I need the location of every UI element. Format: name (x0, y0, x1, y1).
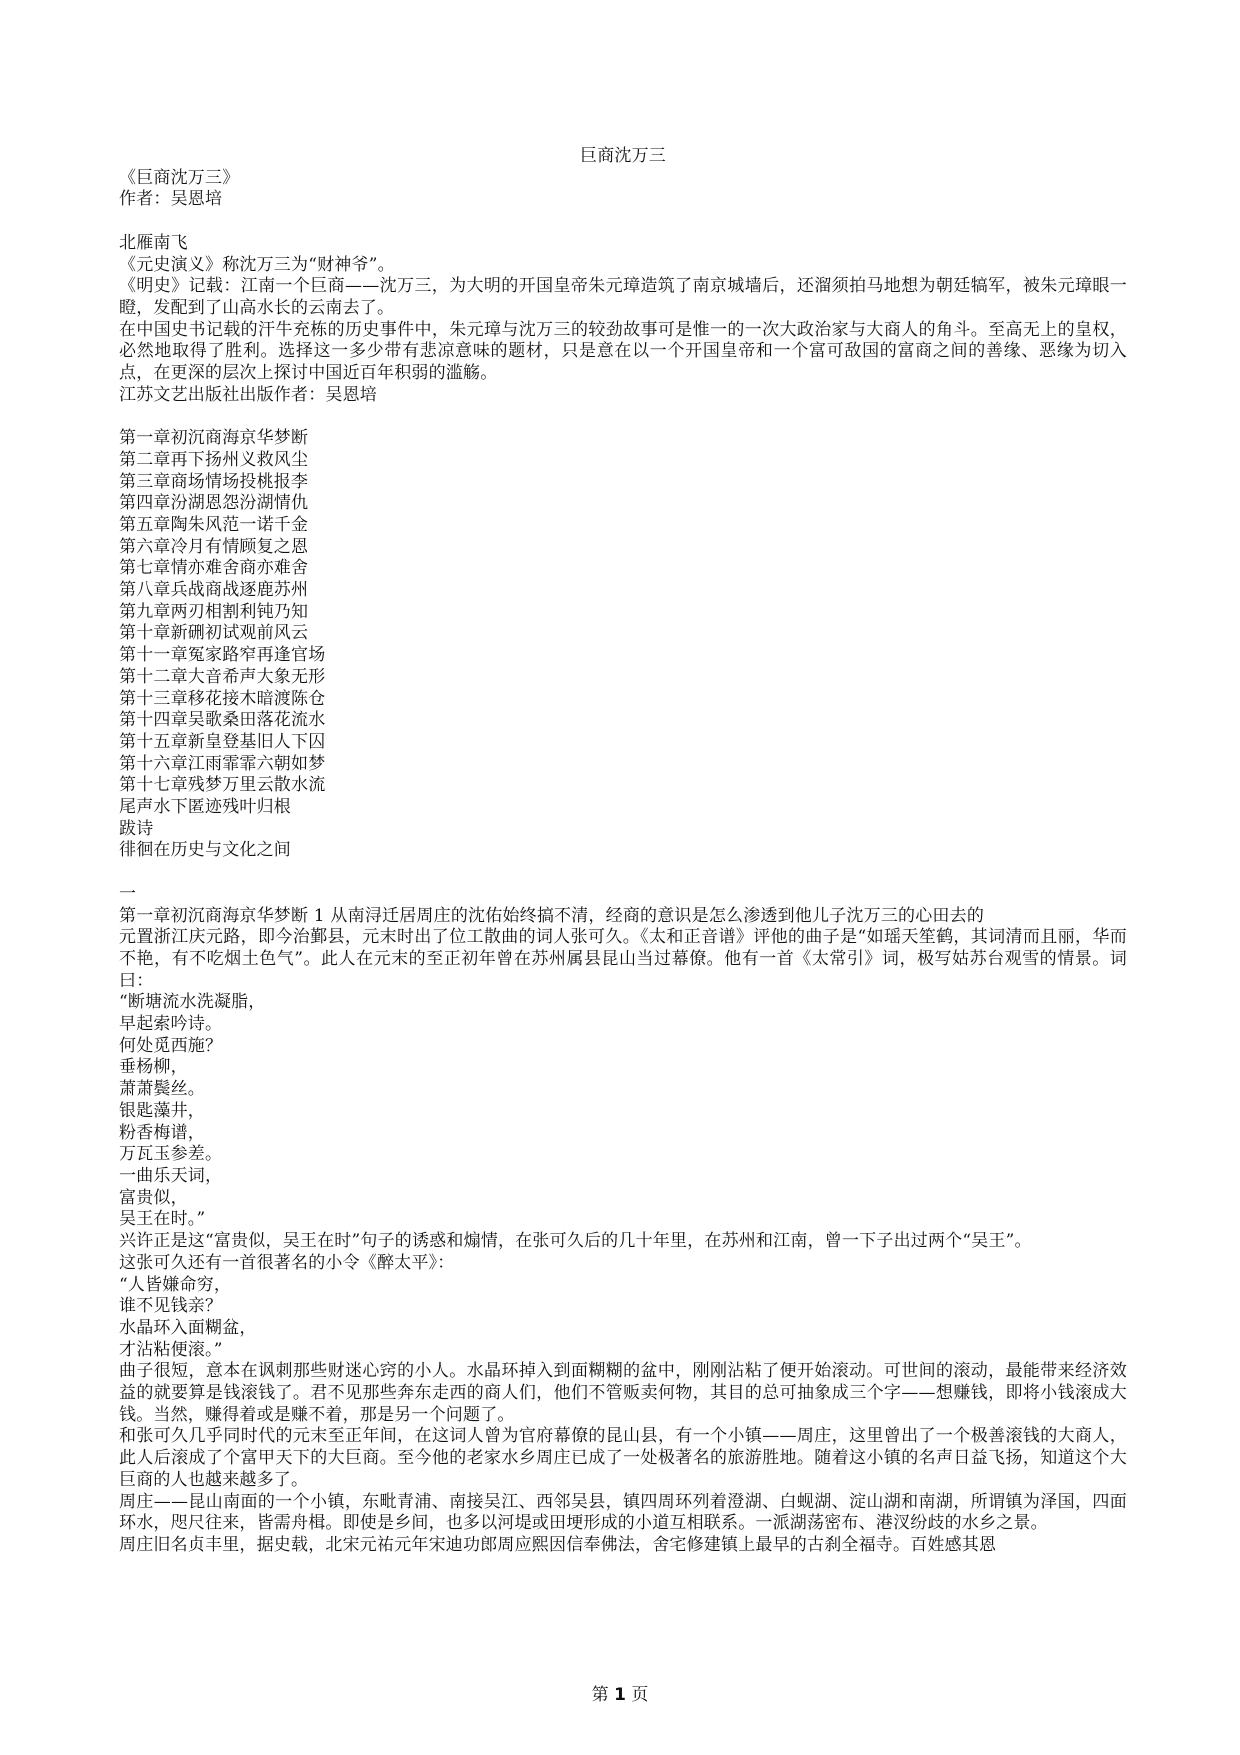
poem-line: 谁不见钱亲？ (119, 1296, 223, 1317)
toc-item: 第三章商场情场投桃报李 (119, 471, 309, 492)
blank-line (119, 406, 1127, 428)
body-paragraph: 曲子很短，意本在讽刺那些财迷心窍的小人。水晶环掉入到面糊糊的盆中，刚刚沾粘了便开始滚动。可世间的滚动，最能带来经济效益的就要算是钱滚钱了。君不见那些奔东走西的商人们，他们不管贩卖何物，其目的总可抽象成三个字——想赚钱，即将小钱滚成大钱。当然，赚得着或是赚不着，那是另一个问题了。 (119, 1361, 1127, 1425)
toc-item: 第六章冷月有情顾复之恩 (119, 536, 309, 557)
blank-line (119, 862, 1127, 884)
poem-line: 银匙藻井， (119, 1100, 205, 1121)
poem-line: 才沾粘便滚。” (119, 1339, 223, 1360)
poem-line: 萧萧鬓丝。 (119, 1079, 205, 1100)
poem-taichangyin (119, 992, 1127, 1231)
poem-line: 垂杨柳， (119, 1057, 188, 1078)
body-paragraph: 和张可久几乎同时代的元末至正年间，在这词人曾为官府幕僚的昆山县，有一个小镇——周庄，这里曾出了一个极善滚钱的大商人，此人后滚成了个富甲天下的大巨商。至今他的老家水乡周庄已成了一处极著名的旅游胜地。随着这小镇的名声日益飞扬，知道这个大巨商的人也越来越多了。 (119, 1426, 1127, 1490)
page-number-prefix: 第 (591, 1685, 609, 1705)
toc-item: 徘徊在历史与文化之间 (119, 840, 291, 861)
toc-item: 第八章兵战商战逐鹿苏州 (119, 580, 309, 601)
poem-line: “断塘流水洗凝脂， (119, 992, 266, 1013)
page-footer (0, 1680, 1240, 1705)
intro-paragraph: 在中国史书记载的汗牛充栋的历史事件中，朱元璋与沈万三的较劲故事可是惟一的一次大政治家与大商人的角斗。至高无上的皇权，必然地取得了胜利。选择这一多少带有悲凉意味的题材，只是意在以一个开国皇帝和一个富可敌国的富商之间的善缘、恶缘为切入点，在更深的层次上探讨中国近百年积弱的滥觞。 (119, 319, 1127, 384)
body-paragraph: 兴许正是这“富贵似，吴王在时”句子的诱惑和煽情，在张可久后的几十年里，在苏州和江南，曾一下子出过两个“吴王”。 (119, 1231, 1032, 1252)
toc-item: 第十四章吴歌桑田落花流水 (119, 710, 326, 731)
poem-line: 万瓦玉参差。 (119, 1144, 223, 1165)
section-title: 北雁南飞 (119, 232, 188, 253)
toc-item: 第十二章大音希声大象无形 (119, 666, 326, 687)
page-content (119, 146, 1127, 1557)
body-paragraph: 周庄旧名贞丰里，据史载，北宋元祐元年宋迪功郎周应熙因信奉佛法，舍宅修建镇上最早的古刹全福寺。百姓感其恩 (119, 1534, 997, 1555)
toc-item: 尾声水下匿迹残叶归根 (119, 797, 291, 818)
chapter-heading: 第一章初沉商海京华梦断 1 从南浔迁居周庄的沈佑始终搞不清，经商的意识是怎么渗透到他儿子沈万三的心田去的 (119, 905, 985, 926)
author-line: 作者：吴恩培 (119, 189, 223, 210)
toc-item: 第十章新硎初试观前风云 (119, 623, 309, 644)
toc-item: 跋诗 (119, 818, 154, 839)
page-number-suffix: 页 (631, 1685, 649, 1705)
poem-line: 吴王在时。” (119, 1209, 206, 1230)
toc-item: 第七章情亦难舍商亦难舍 (119, 558, 309, 579)
intro-paragraph: 《明史》记载：江南一个巨商——沈万三，为大明的开国皇帝朱元璋造筑了南京城墙后，还溜须拍马地想为朝廷犒军，被朱元璋眼一瞪，发配到了山高水长的云南去了。 (119, 276, 1127, 318)
toc-item: 第二章再下扬州义救风尘 (119, 449, 309, 470)
book-title: 《巨商沈万三》 (119, 167, 240, 188)
poem-line: 水晶环入面糊盆， (119, 1317, 257, 1338)
section-divider: 一 (119, 883, 137, 904)
intro-paragraph: 江苏文艺出版社出版作者：吴恩培 (119, 384, 377, 405)
poem-line: 何处觅西施？ (119, 1035, 223, 1056)
poem-line: 一曲乐天词， (119, 1166, 223, 1186)
toc-item: 第五章陶朱风范一诺千金 (119, 514, 309, 535)
document-title: 巨商沈万三 (580, 146, 666, 166)
body-paragraph: 这张可久还有一首很著名的小令《醉太平》： (119, 1252, 455, 1273)
blank-line (119, 211, 1127, 233)
toc-item: 第十一章冤家路窄再逢官场 (119, 645, 326, 666)
poem-line: 粉香梅谱， (119, 1122, 205, 1143)
toc-item: 第十五章新皇登基旧人下囚 (119, 731, 326, 752)
poem-zuitaiping (119, 1275, 1127, 1362)
poem-line: “人皆嫌命穷， (119, 1274, 232, 1295)
toc-item: 第十七章残梦万里云散水流 (119, 775, 326, 796)
toc-item: 第十三章移花接木暗渡陈仓 (119, 688, 326, 709)
toc-item: 第十六章江雨霏霏六朝如梦 (119, 753, 326, 774)
body-paragraph: 周庄——昆山南面的一个小镇，东毗青浦、南接吴江、西邻吴县，镇四周环列着澄湖、白蚬湖、淀山湖和南湖，所谓镇为泽国，四面环水，咫尺往来，皆需舟楫。即使是乡间，也多以河堤或田埂形成的小道互相联系。一派湖荡密布、港汊纷歧的水乡之景。 (119, 1491, 1127, 1534)
page-number: 1 (614, 1685, 626, 1705)
toc-item: 第四章汾湖恩怨汾湖情仇 (119, 493, 309, 514)
poem-line: 富贵似， (119, 1187, 188, 1208)
toc-item: 第一章初沉商海京华梦断 (119, 428, 309, 449)
poem-line: 早起索吟诗。 (119, 1014, 223, 1035)
body-paragraph: 元置浙江庆元路，即今治鄞县，元末时出了位工散曲的词人张可久。《太和正音谱》评他的曲子是“如瑶天笙鹤，其词清而且丽，华而不艳，有不吃烟土色气”。此人在元末的至正初年曾在苏州属县昆山当过幕僚。他有一首《太常引》词，极写姑苏台观雪的情景。词曰： (119, 927, 1127, 991)
toc-item: 第九章两刃相割利钝乃知 (119, 601, 309, 622)
intro-paragraph: 《元史演义》称沈万三为“财神爷”。 (119, 254, 395, 275)
table-of-contents (119, 428, 1127, 862)
